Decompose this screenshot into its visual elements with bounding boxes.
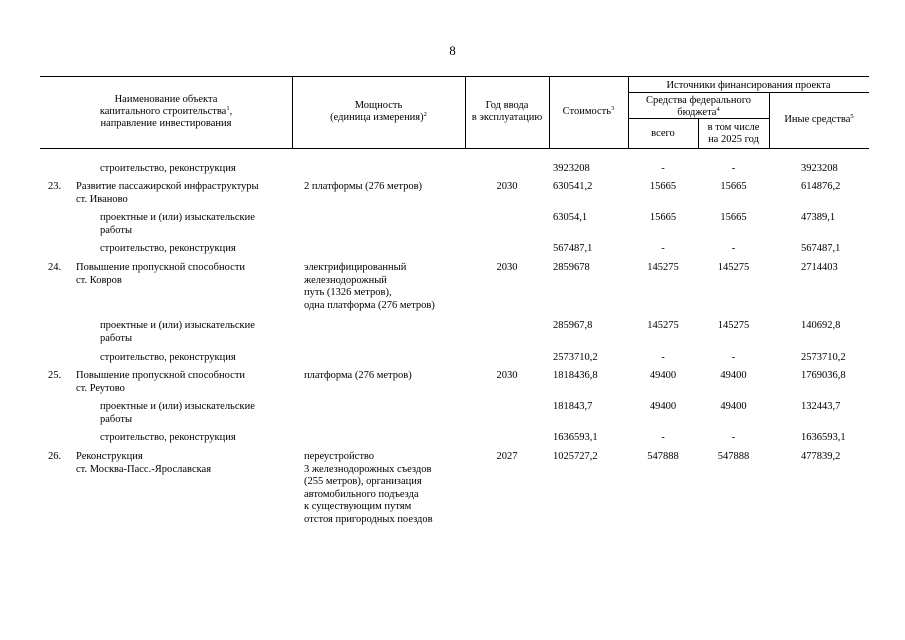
row-other-funds: 477839,2 (801, 451, 841, 462)
row-name: проектные и (или) изыскательские (100, 212, 255, 223)
header-federal-budget: Средства федерального бюджета$^4$ (646, 95, 751, 118)
row-cost: 1025727,2 (553, 451, 598, 462)
row-federal-2025: 49400 (720, 370, 747, 381)
row-number: 23. (48, 181, 62, 192)
row-name: ст. Москва-Пасс.-Ярославская (76, 463, 212, 475)
row-federal-total: 15665 (649, 181, 677, 192)
row-capacity: отстоя пригородных поездов (304, 513, 433, 525)
row-other-funds: 567487,1 (801, 243, 841, 254)
row-name: ст. Реутово (76, 382, 125, 394)
row-cost: 2859678 (553, 262, 590, 273)
row-cost: 3923208 (553, 163, 590, 174)
header-total: всего (651, 128, 675, 139)
row-capacity: 2 платформы (276 метров) (304, 181, 423, 192)
header-commissioning-year: Год ввода в эксплуатацию (471, 100, 543, 123)
header-other-funds: Иные средства$^5$ (784, 113, 854, 125)
row-capacity: 3 железнодорожных съездов (304, 463, 432, 475)
header-top-rule (40, 76, 869, 77)
header-in-2025: в том числе на 2025 год (707, 122, 760, 145)
row-federal-2025: - (731, 243, 736, 254)
row-cost: 63054,1 (553, 212, 588, 223)
row-federal-2025: 547888 (717, 451, 750, 462)
row-name: работы (100, 413, 133, 425)
row-other-funds: 2573710,2 (801, 352, 846, 363)
row-name: Реконструкция (76, 451, 143, 462)
header-funding-sources: Источники финансирования проекта (666, 80, 831, 91)
row-federal-2025: - (731, 432, 736, 443)
row-capacity: одна платформа (276 метров) (304, 299, 435, 311)
row-name: работы (100, 224, 133, 236)
row-federal-2025: 49400 (720, 401, 747, 412)
row-federal-total: 145275 (647, 320, 679, 331)
row-other-funds: 614876,2 (801, 181, 841, 192)
header-cost: Стоимость$^3$ (562, 105, 615, 117)
row-name: работы (100, 332, 133, 344)
row-year: 2030 (496, 181, 518, 192)
row-capacity: переустройство (304, 451, 375, 462)
row-federal-total: - (661, 163, 665, 174)
row-federal-2025: 15665 (720, 181, 747, 192)
row-year: 2030 (496, 370, 518, 381)
row-name: ст. Иваново (76, 193, 128, 205)
row-federal-2025: 145275 (717, 320, 750, 331)
row-name: ст. Ковров (76, 274, 122, 286)
row-other-funds: 1769036,8 (801, 370, 846, 381)
row-cost: 285967,8 (553, 320, 593, 331)
row-name: строительство, реконструкция (100, 352, 236, 363)
row-number: 26. (48, 451, 62, 462)
row-other-funds: 132443,7 (801, 401, 841, 412)
row-federal-total: - (661, 243, 665, 254)
row-name: строительство, реконструкция (100, 432, 236, 443)
row-cost: 2573710,2 (553, 352, 598, 363)
row-other-funds: 2714403 (801, 262, 838, 273)
row-capacity: железнодорожный (304, 274, 387, 286)
row-federal-total: 49400 (649, 370, 677, 381)
row-capacity: платформа (276 метров) (304, 370, 412, 381)
row-federal-total: 15665 (649, 212, 677, 223)
row-name: проектные и (или) изыскательские (100, 320, 255, 331)
row-capacity: к существующим путям (304, 501, 412, 512)
row-capacity: автомобильного подъезда (304, 488, 419, 500)
row-federal-2025: 145275 (717, 262, 750, 273)
header-capacity: Мощность (единица измерения)$^2$ (330, 100, 427, 123)
row-federal-total: - (661, 432, 665, 443)
row-capacity: электрифицированный (304, 262, 407, 273)
row-name: Повышение пропускной способности (76, 262, 246, 273)
row-other-funds: 3923208 (801, 163, 838, 174)
row-name: строительство, реконструкция (100, 243, 236, 254)
row-federal-2025: - (731, 352, 736, 363)
row-cost: 1636593,1 (553, 432, 598, 443)
header-object-name: Наименование объекта капитального строительства$^1$, направление инвестирования (99, 94, 233, 129)
row-cost: 181843,7 (553, 401, 593, 412)
row-number: 25. (48, 370, 62, 381)
funding-sources-rule (628, 92, 869, 93)
row-other-funds: 140692,8 (801, 320, 841, 331)
row-name: Повышение пропускной способности (76, 370, 246, 381)
row-federal-total: - (661, 352, 665, 363)
row-other-funds: 1636593,1 (801, 432, 846, 443)
row-cost: 567487,1 (553, 243, 593, 254)
row-capacity: (255 метров), организация (304, 476, 422, 487)
row-year: 2027 (496, 451, 518, 462)
row-cost: 1818436,8 (553, 370, 598, 381)
page-number: 8 (449, 43, 456, 58)
row-year: 2030 (496, 262, 518, 273)
row-name: Развитие пассажирской инфраструктуры (76, 181, 259, 192)
row-capacity: путь (1326 метров), (304, 287, 392, 298)
row-federal-total: 49400 (649, 401, 677, 412)
row-name: строительство, реконструкция (100, 163, 236, 174)
row-other-funds: 47389,1 (801, 212, 836, 223)
row-federal-2025: 15665 (720, 212, 747, 223)
row-number: 24. (48, 262, 62, 273)
row-federal-total: 145275 (647, 262, 679, 273)
row-federal-2025: - (731, 163, 736, 174)
row-federal-total: 547888 (647, 451, 679, 462)
row-cost: 630541,2 (553, 181, 593, 192)
header-bottom-rule (40, 148, 869, 149)
row-name: проектные и (или) изыскательские (100, 401, 255, 412)
